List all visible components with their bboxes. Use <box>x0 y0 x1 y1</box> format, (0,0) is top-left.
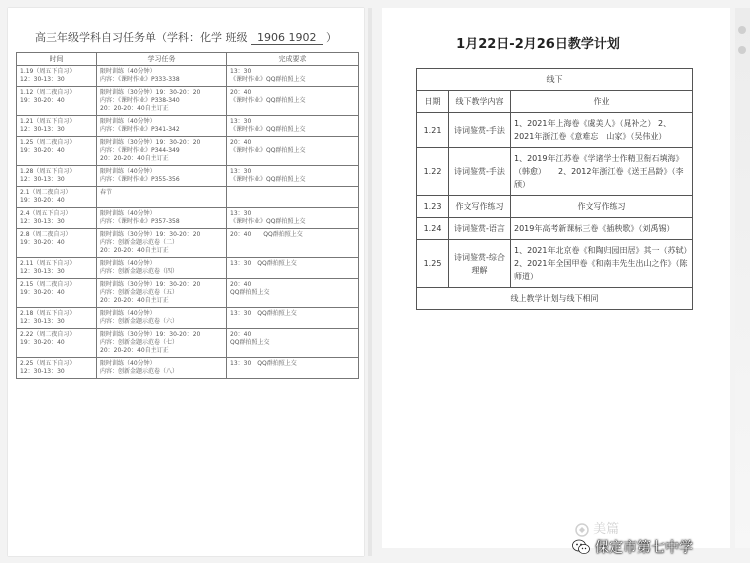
cell-date: 1.25 <box>417 240 449 288</box>
right-table-header-row <box>417 91 693 113</box>
cell-task: 限时训练（30分钟）19：30-20：20 内容：创新金题示范卷（五） 20：20-20：40自主订正 <box>97 279 227 308</box>
cell-topic: 诗词鉴赏-手法 <box>449 113 511 148</box>
cell-time: 2.22（周二夜自习） 19：30-20：40 <box>17 329 97 358</box>
cell-task: 春节 <box>97 187 227 208</box>
page-divider <box>368 8 372 556</box>
watermark-text: 美篇 <box>593 522 620 537</box>
cell-requirement: 13：30 《课时作业》QQ群拍照上交 <box>227 66 359 87</box>
cell-requirement: 20：40 QQ群拍照上交 <box>227 329 359 358</box>
right-table-row <box>417 196 693 218</box>
cell-homework: 1、2019年江苏卷《学诸学士作精卫衔石填海》（韩愈） 2、2012年浙江卷《送王昌龄》（李颀） <box>511 148 693 196</box>
left-title-suffix: ） <box>326 31 337 44</box>
cell-task: 限时训练（40分钟） 内容：《课时作业》P357-358 <box>97 208 227 229</box>
left-table-row <box>17 279 359 308</box>
section-header-offline: 线下 <box>417 69 693 91</box>
left-table-row <box>17 137 359 166</box>
left-title-classes: 1906 1902 <box>251 31 323 45</box>
cell-time: 2.25（周五下自习） 12：30-13：30 <box>17 358 97 379</box>
left-table-row <box>17 187 359 208</box>
cell-homework: 2019年高考新课标三卷《插秧歌》（刘禹锡） <box>511 218 693 240</box>
left-table-row <box>17 166 359 187</box>
right-plan-table <box>416 68 696 310</box>
cell-requirement: 13：30 《课时作业》QQ群拍照上交 <box>227 166 359 187</box>
right-doc-title: 1月22日-2月26日教学计划 <box>456 37 620 52</box>
cell-task: 限时训练（40分钟） 内容：《课时作业》P341-342 <box>97 116 227 137</box>
cell-topic: 作文写作练习 <box>449 196 511 218</box>
left-title-prefix: 高三年级学科自习任务单（学科：化学 班级 <box>35 31 248 44</box>
header-topic: 线下教学内容 <box>449 91 511 113</box>
cell-time: 1.21（周五下自习） 12：30-13：30 <box>17 116 97 137</box>
cell-homework: 1、2021年上海卷《虞美人》（晁补之） 2、2021年浙江卷《意难忘 山家》（吴伟业） <box>511 113 693 148</box>
cell-date: 1.22 <box>417 148 449 196</box>
cell-task: 限时训练（40分钟） 内容：创新金题示范卷（六） <box>97 308 227 329</box>
cell-time: 2.4（周五下自习） 12：30-13：30 <box>17 208 97 229</box>
left-table-row <box>17 208 359 229</box>
cell-requirement: 13：30 QQ群拍照上交 <box>227 358 359 379</box>
online-plan-note: 线上教学计划与线下相同 <box>417 288 693 310</box>
left-table-row <box>17 66 359 87</box>
cell-homework: 1、2021年北京卷《和陶归园田居》其一（苏轼） 2、2021年全国甲卷《和南丰先生出山之作》（陈师道） <box>511 240 693 288</box>
cell-topic: 诗词鉴赏-语言 <box>449 218 511 240</box>
right-table-row <box>417 148 693 196</box>
cell-time: 2.1（周二夜自习） 19：30-20：40 <box>17 187 97 208</box>
cell-time: 2.8（周二夜自习） 19：30-20：40 <box>17 229 97 258</box>
right-table-row <box>417 113 693 148</box>
cell-task: 限时训练（30分钟）19：30-20：20 内容：《课时作业》P344-349 20：20-20：40自主订正 <box>97 137 227 166</box>
cell-task: 限时训练（40分钟） 内容：创新金题示范卷（八） <box>97 358 227 379</box>
left-table-header-row <box>17 53 359 66</box>
cell-requirement: 13：30 《课时作业》QQ群拍照上交 <box>227 116 359 137</box>
right-table-row <box>417 218 693 240</box>
left-table-row <box>17 87 359 116</box>
cell-requirement: 13：30 QQ群拍照上交 <box>227 258 359 279</box>
cell-homework: 作文写作练习 <box>511 196 693 218</box>
right-table-row <box>417 240 693 288</box>
header-homework: 作业 <box>511 91 693 113</box>
cell-task: 限时训练（30分钟）19：30-20：20 内容：创新金题示范卷（二） 20：20-20：40自主订正 <box>97 229 227 258</box>
header-date: 日期 <box>417 91 449 113</box>
cell-requirement <box>227 187 359 208</box>
side-mark <box>738 46 746 54</box>
cell-task: 限时训练（40分钟） 内容：创新金题示范卷（四） <box>97 258 227 279</box>
cell-time: 2.11（周五下自习） 12：30-13：30 <box>17 258 97 279</box>
left-table-row <box>17 258 359 279</box>
header-time: 时间 <box>17 53 97 66</box>
cell-time: 1.12（周二夜自习） 19：30-20：40 <box>17 87 97 116</box>
left-table-row <box>17 308 359 329</box>
meipian-watermark <box>575 518 619 537</box>
cell-date: 1.23 <box>417 196 449 218</box>
side-strip <box>735 8 750 548</box>
left-table-row <box>17 358 359 379</box>
cell-topic: 诗词鉴赏-手法 <box>449 148 511 196</box>
cell-task: 限时训练（40分钟） 内容：《课时作业》P355-356 <box>97 166 227 187</box>
cell-requirement: 20：40 QQ群拍照上交 <box>227 279 359 308</box>
footer-row <box>417 288 693 310</box>
cell-time: 1.28（周五下自习） 12：30-13：30 <box>17 166 97 187</box>
left-table-row <box>17 229 359 258</box>
cell-time: 2.18（周五下自习） 12：30-13：30 <box>17 308 97 329</box>
left-table-row <box>17 329 359 358</box>
header-requirement: 完成要求 <box>227 53 359 66</box>
cell-date: 1.24 <box>417 218 449 240</box>
left-task-table <box>16 52 359 379</box>
wechat-icon <box>572 539 590 555</box>
left-table-body <box>17 66 359 379</box>
cell-requirement: 20：40 《课时作业》QQ群拍照上交 <box>227 87 359 116</box>
cell-time: 1.19（周五下自习） 12：30-13：30 <box>17 66 97 87</box>
cell-requirement: 13：30 《课时作业》QQ群拍照上交 <box>227 208 359 229</box>
school-name: 保定市第七中学 <box>595 540 693 556</box>
cell-time: 2.15（周二夜自习） 19：30-20：40 <box>17 279 97 308</box>
left-table-row <box>17 116 359 137</box>
cell-task: 限时训练（30分钟）19：30-20：20 内容：创新金题示范卷（七） 20：20-20：40自主订正 <box>97 329 227 358</box>
school-brand <box>572 537 693 557</box>
cell-date: 1.21 <box>417 113 449 148</box>
side-mark <box>738 26 746 34</box>
cell-task: 限时训练（40分钟） 内容：《课时作业》P333-338 <box>97 66 227 87</box>
cell-topic: 诗词鉴赏-综合理解 <box>449 240 511 288</box>
cell-time: 1.25（周二夜自习） 19：30-20：40 <box>17 137 97 166</box>
cell-requirement: 20：40 《课时作业》QQ群拍照上交 <box>227 137 359 166</box>
cell-task: 限时训练（30分钟）19：30-20：20 内容：《课时作业》P338-340 20：20-20：40自主订正 <box>97 87 227 116</box>
right-document <box>382 8 730 548</box>
left-document <box>8 8 364 556</box>
section-header-row <box>417 69 693 91</box>
right-table-body <box>417 113 696 288</box>
header-task: 学习任务 <box>97 53 227 66</box>
left-doc-title <box>8 29 364 45</box>
cell-requirement: 20：40 QQ群拍照上交 <box>227 229 359 258</box>
cell-requirement: 13：30 QQ群拍照上交 <box>227 308 359 329</box>
meipian-logo-icon <box>575 523 589 537</box>
